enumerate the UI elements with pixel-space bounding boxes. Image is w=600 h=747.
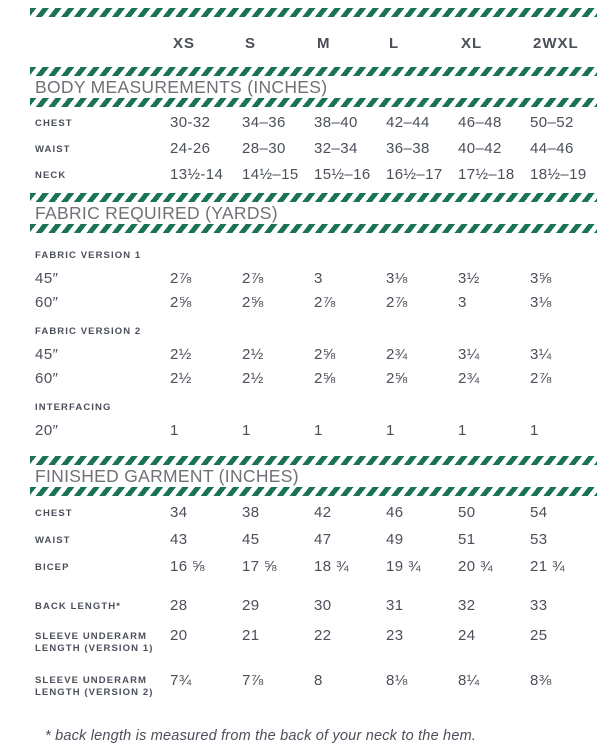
cell-value: 1 — [458, 422, 467, 439]
row-label: FABRIC VERSION 2 — [35, 325, 142, 337]
cell-value: 38 — [242, 504, 260, 521]
row-label: INTERFACING — [35, 401, 112, 413]
size-header-row — [35, 36, 597, 52]
measurement-rows — [30, 107, 597, 193]
cell-value: 7⅞ — [242, 671, 264, 689]
cell-value: 40–42 — [458, 140, 502, 157]
cell-value: 34 — [170, 504, 188, 521]
header-spacer — [35, 36, 170, 39]
cell-value: 2⅞ — [170, 270, 192, 287]
cell-value: 2½ — [170, 346, 192, 363]
table-row — [35, 598, 597, 614]
cell-value: 32–34 — [314, 140, 358, 157]
cell-value: 54 — [530, 504, 548, 521]
cell-value: 2¾ — [458, 370, 480, 387]
table-row — [35, 532, 597, 548]
cell-value: 46 — [386, 504, 404, 521]
cell-value: 7¾ — [170, 671, 192, 689]
cell-value: 53 — [530, 531, 548, 548]
cell-value: 2⅞ — [242, 270, 264, 287]
table-row — [35, 115, 597, 131]
cell-value: 36–38 — [386, 140, 430, 157]
row-label: 20″ — [35, 422, 59, 439]
cell-value: 50–52 — [530, 114, 574, 131]
table-row — [35, 167, 597, 183]
section-title: FABRIC REQUIRED (YARDS) — [35, 203, 278, 223]
size-header-xl: XL — [461, 35, 483, 52]
table-row — [35, 559, 597, 575]
row-label: NECK — [35, 169, 67, 181]
table-row — [35, 399, 597, 415]
row-label: 60″ — [35, 370, 59, 387]
cell-value: 47 — [314, 531, 332, 548]
cell-value: 3 — [314, 270, 323, 287]
table-row — [35, 673, 597, 700]
section-title: BODY MEASUREMENTS (INCHES) — [35, 77, 328, 97]
table-row — [35, 347, 597, 363]
size-header-l: L — [389, 35, 400, 52]
garment-rows — [30, 496, 597, 710]
cell-value: 42–44 — [386, 114, 430, 131]
cell-value: 43 — [170, 531, 188, 548]
size-header-2wxl: 2WXL — [533, 35, 579, 52]
cell-value: 19 ¾ — [386, 558, 421, 575]
divider-hatch — [30, 487, 597, 496]
cell-value: 25 — [530, 627, 548, 644]
cell-value: 28–30 — [242, 140, 286, 157]
cell-value: 33 — [530, 597, 548, 614]
cell-value: 20 ¾ — [458, 558, 493, 575]
cell-value: 50 — [458, 504, 476, 521]
cell-value: 18½–19 — [530, 166, 587, 183]
size-header-xs: XS — [173, 35, 196, 52]
row-label: SLEEVE UNDERARM LENGTH (VERSION 2) — [35, 675, 154, 698]
cell-value: 42 — [314, 504, 332, 521]
cell-value: 31 — [386, 597, 404, 614]
table-row — [35, 141, 597, 157]
row-label: SLEEVE UNDERARM LENGTH (VERSION 1) — [35, 630, 154, 654]
cell-value: 3¼ — [530, 346, 552, 363]
cell-value: 2⅞ — [386, 294, 408, 311]
table-row — [35, 295, 597, 311]
fabric-rows — [30, 233, 597, 456]
cell-value: 2½ — [242, 370, 264, 387]
cell-value: 23 — [386, 627, 404, 644]
row-label: CHEST — [35, 117, 73, 129]
cell-value: 1 — [530, 422, 539, 439]
table-row — [35, 505, 597, 521]
divider-hatch — [30, 98, 597, 107]
cell-value: 1 — [314, 422, 323, 439]
cell-value: 2½ — [170, 370, 192, 387]
section-fabric-required — [30, 193, 597, 456]
cell-value: 30 — [314, 597, 332, 614]
cell-value: 32 — [458, 597, 476, 614]
cell-value: 2⅝ — [170, 294, 192, 311]
table-row — [35, 423, 597, 439]
cell-value: 21 ¾ — [530, 558, 565, 575]
row-label: 45″ — [35, 346, 59, 363]
cell-value: 30-32 — [170, 114, 211, 131]
cell-value: 3 — [458, 294, 467, 311]
cell-value: 3⅝ — [530, 270, 552, 287]
section-title: FINISHED GARMENT (INCHES) — [35, 466, 299, 486]
divider-hatch — [30, 224, 597, 233]
cell-value: 16½–17 — [386, 166, 443, 183]
cell-value: 49 — [386, 531, 404, 548]
cell-value: 8¼ — [458, 671, 480, 689]
cell-value: 2⅞ — [530, 370, 552, 387]
divider-hatch-top — [30, 8, 597, 17]
cell-value: 8⅜ — [530, 671, 552, 689]
cell-value: 2⅝ — [314, 370, 336, 387]
cell-value: 28 — [170, 597, 188, 614]
size-header-m: M — [317, 35, 331, 52]
row-label: 60″ — [35, 294, 59, 311]
table-row — [35, 371, 597, 387]
cell-value: 2⅝ — [242, 294, 264, 311]
cell-value: 20 — [170, 627, 188, 644]
table-row — [35, 628, 597, 655]
cell-value: 51 — [458, 531, 476, 548]
cell-value: 1 — [242, 422, 251, 439]
cell-value: 2⅝ — [386, 370, 408, 387]
cell-value: 34–36 — [242, 114, 286, 131]
cell-value: 17 ⅝ — [242, 558, 277, 575]
footnote: * back length is measured from the back of your neck to the hem. — [45, 728, 477, 744]
table-row — [35, 247, 597, 263]
cell-value: 8 — [314, 671, 323, 689]
divider-hatch — [30, 67, 597, 76]
divider-hatch — [30, 193, 597, 202]
cell-value: 2⅝ — [314, 346, 336, 363]
row-label: 45″ — [35, 270, 59, 287]
row-label: BICEP — [35, 561, 70, 573]
cell-value: 46–48 — [458, 114, 502, 131]
row-label: FABRIC VERSION 1 — [35, 249, 142, 261]
cell-value: 1 — [170, 422, 179, 439]
cell-value: 29 — [242, 597, 260, 614]
cell-value: 2½ — [242, 346, 264, 363]
cell-value: 15½–16 — [314, 166, 371, 183]
row-label: CHEST — [35, 507, 73, 519]
cell-value: 13½-14 — [170, 166, 224, 183]
row-label: WAIST — [35, 143, 71, 155]
cell-value: 3⅛ — [386, 270, 408, 287]
table-row — [35, 323, 597, 339]
cell-value: 1 — [386, 422, 395, 439]
cell-value: 24-26 — [170, 140, 211, 157]
table-row — [35, 271, 597, 287]
cell-value: 3½ — [458, 270, 480, 287]
section-finished-garment — [30, 456, 597, 710]
cell-value: 2¾ — [386, 346, 408, 363]
cell-value: 2⅞ — [314, 294, 336, 311]
cell-value: 14½–15 — [242, 166, 299, 183]
cell-value: 22 — [314, 627, 332, 644]
divider-hatch — [30, 456, 597, 465]
cell-value: 24 — [458, 627, 476, 644]
section-body-measurements — [30, 67, 597, 193]
cell-value: 38–40 — [314, 114, 358, 131]
row-label: BACK LENGTH* — [35, 600, 122, 612]
cell-value: 21 — [242, 627, 260, 644]
size-header-s: S — [245, 35, 257, 52]
row-label: WAIST — [35, 534, 71, 546]
cell-value: 17½–18 — [458, 166, 515, 183]
cell-value: 45 — [242, 531, 260, 548]
cell-value: 3⅛ — [530, 294, 552, 311]
cell-value: 16 ⅝ — [170, 558, 205, 575]
cell-value: 8⅛ — [386, 671, 408, 689]
cell-value: 44–46 — [530, 140, 574, 157]
cell-value: 3¼ — [458, 346, 480, 363]
cell-value: 18 ¾ — [314, 558, 349, 575]
